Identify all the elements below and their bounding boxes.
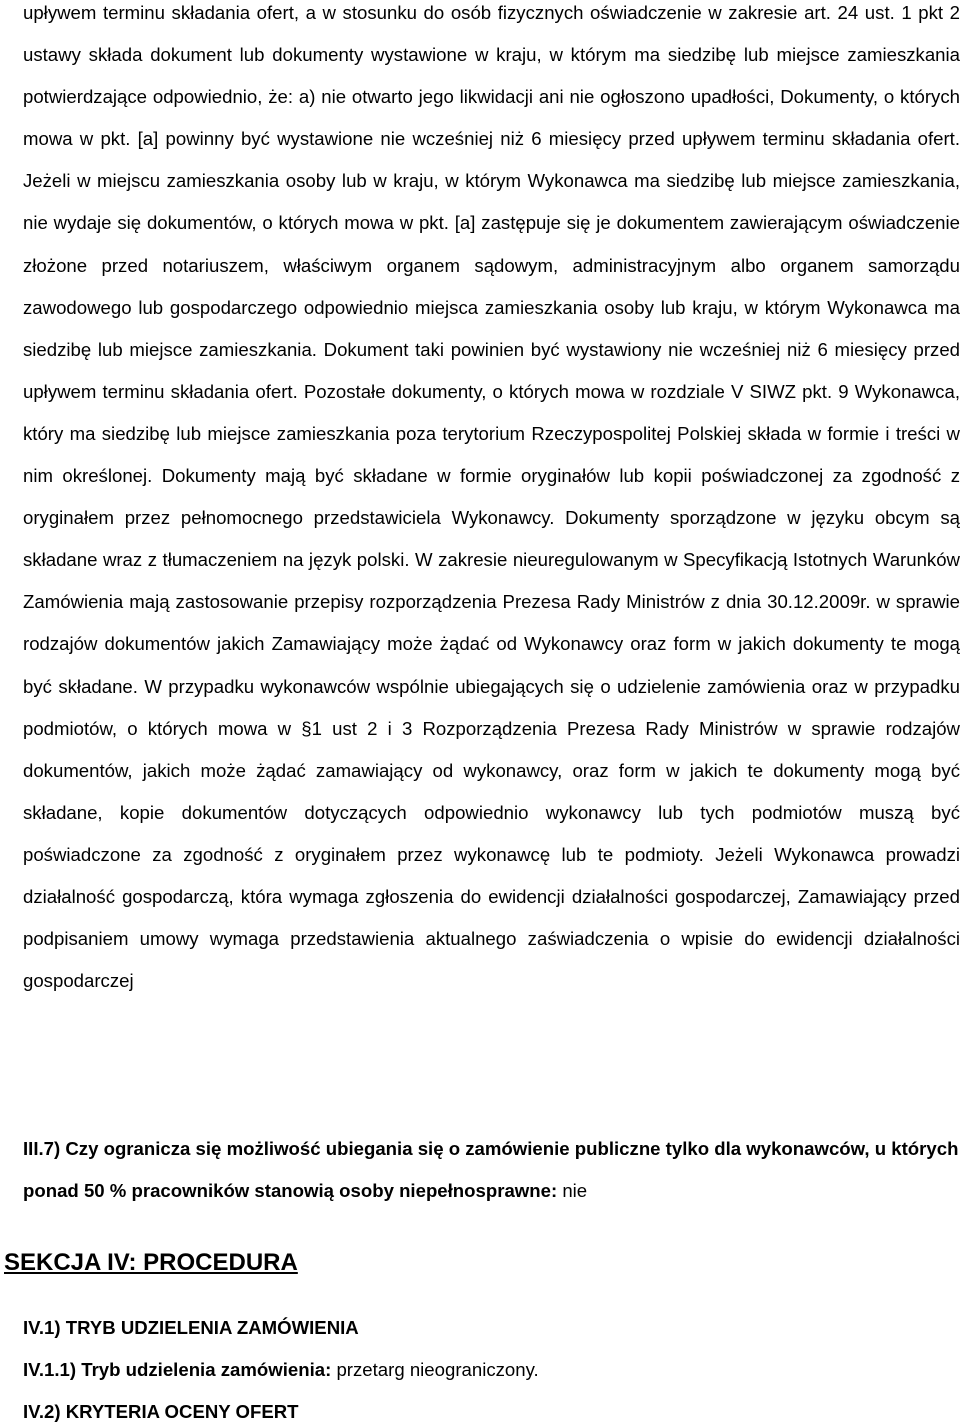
body-paragraph: upływem terminu składania ofert, a w stosunku do osób fizycznych oświadczenie w zakresie art. 24 ust. 1 pkt 2 ustawy składa dokument lub dokumenty wystawione w kraju, w którym ma siedzibę lub miejsce zamieszkania potwierdzające odpowiednio, że: a) nie otwarto jego likwidacji ani nie ogłoszono upadłości, Dokumenty, o których mowa w pkt. [a] powinny być wystawione nie wcześniej niż 6 miesięcy przed upływem terminu składania ofert. Jeżeli w miejscu zamieszkania osoby lub w kraju, w którym Wykonawca ma siedzibę lub miejsce zamieszkania, nie wydaje się dokumentów, o których mowa w pkt. [a] zastępuje się je dokumentem zawierającym oświadczenie złożone przed notariuszem, właściwym organem sądowym, administracyjnym albo organem samorządu zawodowego lub gospodarczego odpowiednio miejsca zamieszkania osoby lub kraju, w którym Wykonawca ma siedzibę lub miejsce zamieszkania. Dokument taki powinien być wystawiony nie wcześniej niż 6 miesięcy przed upływem terminu składania ofert. Pozostałe dokumenty, o których mowa w rozdziale V SIWZ pkt. 9 Wykonawca, który ma siedzibę lub miejsce zamieszkania poza terytorium Rzeczypospolitej Polskiej składa w formie i treści w nim określonej. Dokumenty mają być składane w formie oryginałów lub kopii poświadczonej za zgodność z oryginałem przez pełnomocnego przedstawiciela Wykonawcy. Dokumenty sporządzone w języku obcym są składane wraz z tłumaczeniem na język polski. W zakresie nieuregulowanym w Specyfikacją Istotnych Warunków Zamówienia mają zastosowanie przepisy rozporządzenia Prezesa Rady Ministrów z dnia 30.12.2009r. w sprawie rodzajów dokumentów jakich Zamawiający może żądać od Wykonawcy oraz form w jakich dokumenty te mogą być składane. W przypadku wykonawców wspólnie ubiegających się o udzielenie zamówienia oraz w przypadku podmiotów, o których mowa w §1 ust 2 i 3 Rozporządzenia Prezesa Rady Ministrów w sprawie rodzajów dokumentów, jakich może żądać zamawiający od wykonawcy, oraz form w jakich te dokumenty mogą być składane, kopie dokumentów dotyczących odpowiednio wykonawcy lub tych podmiotów muszą być poświadczone za zgodność z oryginałem przez wykonawcę lub te podmioty. Jeżeli Wykonawca prowadzi działalność gospodarczą, która wymaga zgłoszenia do ewidencji działalności gospodarczej, Zamawiający przed podpisaniem umowy wymaga przedstawienia aktualnego zaświadczenia o wpisie do ewidencji działalności gospodarczej [23,2,960,992]
question-3-7-answer: nie [562,1180,588,1202]
question-3-7 [23,1128,960,1212]
subsection-tryb-value: przetarg nieograniczony. [336,1359,539,1380]
question-3-7-label: III.7) Czy ogranicza się możliwość ubiegania się o zamówienie publiczne tylko dla wykonawców, u których ponad 50 % pracowników stanowią osoby niepełnosprawne: [23,1138,959,1202]
subsection-tryb-label: IV.1.1) Tryb udzielenia zamówienia: [23,1359,332,1380]
subsection-tryb-line [23,1358,539,1382]
section-title: SEKCJA IV: PROCEDURA [4,1249,298,1276]
subsection-tryb-heading: IV.1) TRYB UDZIELENIA ZAMÓWIENIA [23,1317,359,1338]
subsection-kryteria-heading: IV.2) KRYTERIA OCENY OFERT [23,1401,299,1422]
